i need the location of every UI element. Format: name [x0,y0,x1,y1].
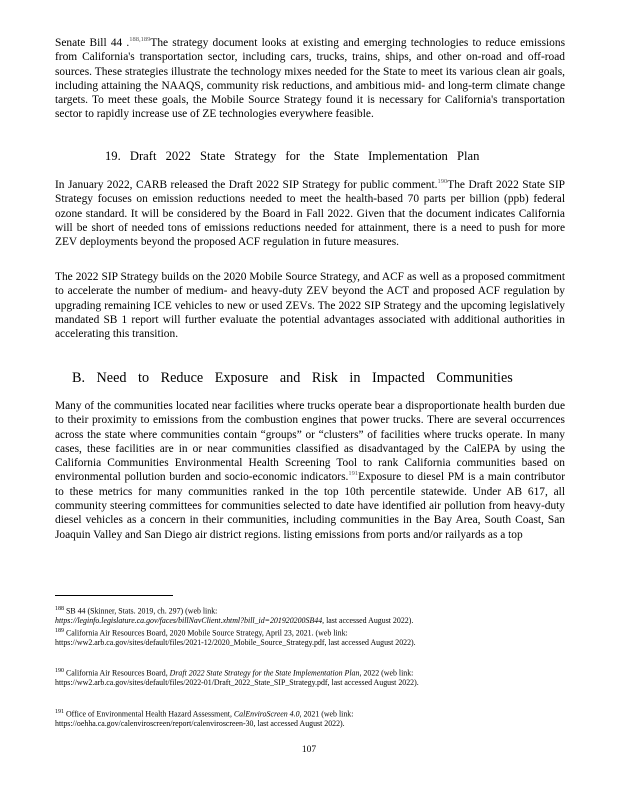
section-heading-19: 19. Draft 2022 State Strategy for the State Implementation Plan [105,149,480,163]
paragraph-text: In January 2022, CARB released the Draft 2022 SIP Strategy for public comment. [55,179,438,191]
footnote-ref[interactable]: 188,189 [129,36,151,44]
paragraph-mobile-source-strategy [55,36,565,122]
paragraph-text: Exposure to diesel PM is a main contributor to these metrics for many communities ranked in the top 10th percentile statewide. Under AB 617, all community steering committees for communities selected to date have identified air pollution from heavy-duty diesel vehicles as a concern in their communities, including communities in the Bay Area, South Coast, San Joaquin Valley and San Diego air district regions. listing emissions from ports and/or railyards as a top [55,471,565,541]
footnote-text: California Air Resources Board, 2020 Mobile Source Strategy, April 23, 2021. (web link: [65,628,348,638]
footnote-ref[interactable]: 191 [348,470,359,478]
footnote-191 [55,708,565,728]
footnote-title: Draft 2022 State Strategy for the State Implementation Plan [169,668,360,678]
footnote-number: 190 [55,668,64,674]
footnote-text: , last accessed August 2022). [322,616,414,626]
footnote-link[interactable]: https://ww2.arb.ca.gov/sites/default/files/2021-12/2020_Mobile_Source_Strategy.pdf, last accessed August 2022). [55,638,416,648]
footnote-text: , 2021 (web link: [299,709,354,719]
footnote-ref[interactable]: 190 [437,178,448,186]
footnote-text: California Air Resources Board, [65,668,168,678]
footnote-number: 191 [55,709,64,715]
footnote-number: 188 [55,606,64,612]
footnote-189 [55,627,565,647]
footnote-link[interactable]: https://leginfo.legislature.ca.gov/faces/billNavClient.xhtml?bill_id=201920200SB44 [55,616,323,626]
paragraph-text: Many of the communities located near facilities where trucks operate bear a disproportionate health burden due to their proximity to emissions from the combustion engines that power trucks. There are several occurrences across the state where communities contain “groups” or “clusters” of facilities where trucks operate. In many cases, these facilities are in or near communities classified as disadvantaged by the CalEPA by using the California Communities Environmental Health Screening Tool to rank California communities based on environmental pollution burden and socio-economic indicators. [55,400,565,484]
paragraph-sip-strategy-builds: The 2022 SIP Strategy builds on the 2020 Mobile Source Strategy, and ACF as well as a proposed commitment to accelerate the number of medium- and heavy-duty ZEV beyond the ACT and proposed ACF regulation by upgrading remaining ICE vehicles to new or used ZEVs. The 2022 SIP Strategy and the upcoming legislatively mandated SB 1 report will further evaluate the potential advantages associated with additional authorities in accelerating this transition. [55,271,565,341]
paragraph-text: Senate Bill 44 . [55,37,130,49]
footnote-divider [55,595,173,596]
footnote-link[interactable]: https://ww2.arb.ca.gov/sites/default/files/2022-01/Draft_2022_State_SIP_Strategy.pdf, last accessed August 2022). [55,678,419,688]
paragraph-draft-2022-sip [55,178,565,249]
footnote-number: 189 [55,628,64,634]
page-number: 107 [301,745,317,755]
footnote-text: Office of Environmental Health Hazard Assessment, [65,709,232,719]
footnote-title: CalEnviroScreen 4.0 [233,709,300,719]
footnote-190 [55,667,565,687]
paragraph-impacted-communities [55,399,565,542]
footnote-link[interactable]: https://oehha.ca.gov/calenviroscreen/report/calenviroscreen-30, last accessed August 2022). [55,719,345,729]
footnote-text: SB 44 (Skinner, Stats. 2019, ch. 297) (web link: [65,606,218,616]
paragraph-text: The Draft 2022 State SIP Strategy focuses on emission reductions needed to meet the health-based 70 parts per billion (ppb) federal ozone standard. It will be considered by the Board in Fall 2022. Given that the document indicates California will be short of needed tons of emissions reductions needed for attainment, there is a need to push for more ZEV deployments beyond the proposed ACF regulation in future measures. [55,179,565,249]
footnote-text: , 2022 (web link: [359,668,414,678]
footnote-188 [55,605,565,625]
section-heading-b: B. Need to Reduce Exposure and Risk in Impacted Communities [72,370,513,386]
paragraph-text: The strategy document looks at existing and emerging technologies to reduce emissions from California's transportation sector, including cars, trucks, trains, ships, and other on-road and off-road sources. These strategies illustrate the technology mixes needed for the State to meet its various clean air goals, including attaining the NAAQS, community risk reductions, and ambitious mid- and long-term climate change targets. To meet these goals, the Mobile Source Strategy found it is necessary for California's transportation sector to rapidly increase use of ZE technologies everywhere feasible. [55,37,565,121]
